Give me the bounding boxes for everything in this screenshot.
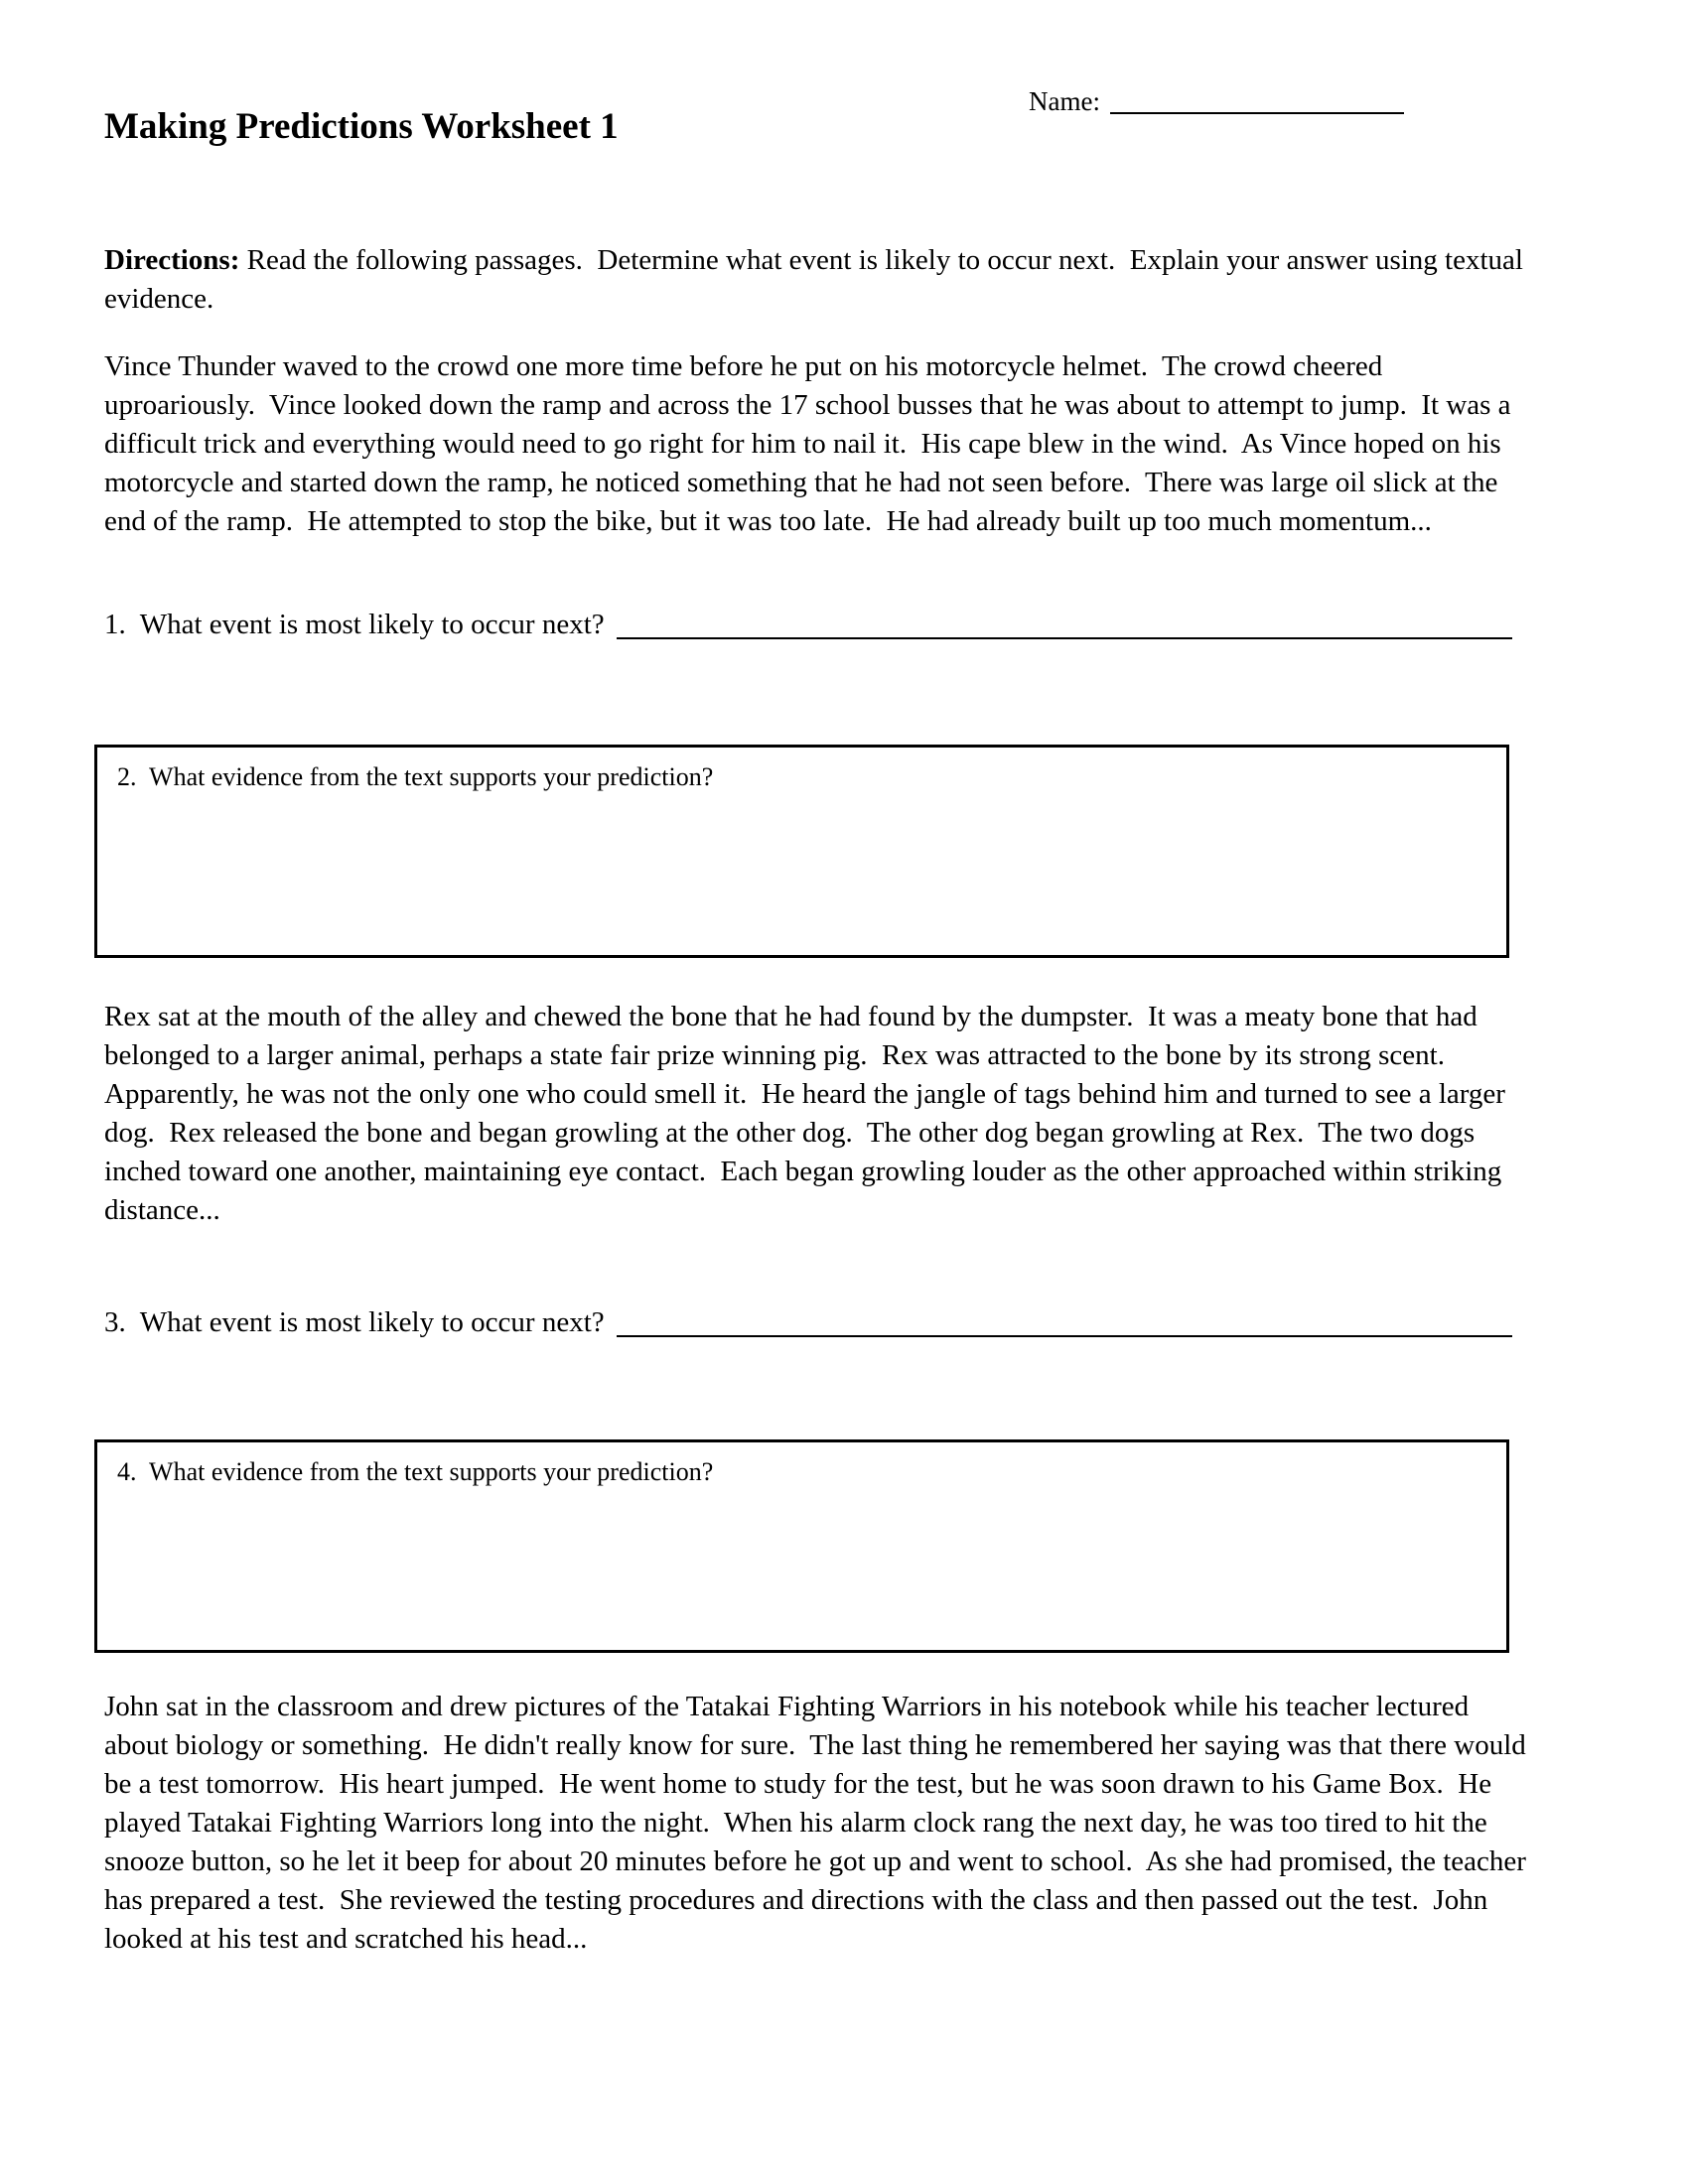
question-1-text: 1. What event is most likely to occur next? bbox=[104, 609, 605, 640]
question-1-row bbox=[104, 606, 1512, 644]
name-field-row bbox=[1029, 85, 1404, 117]
question-2-answer-box[interactable] bbox=[94, 745, 1509, 958]
question-4-answer-box[interactable] bbox=[94, 1439, 1509, 1653]
page-title: Making Predictions Worksheet 1 bbox=[104, 106, 619, 147]
question-3-row bbox=[104, 1303, 1512, 1342]
question-3-text: 3. What event is most likely to occur next? bbox=[104, 1306, 605, 1338]
passage-2: Rex sat at the mouth of the alley and chewed the bone that he had found by the dumpster. It was a meaty bone that had belonged to a larger animal, perhaps a state fair prize winning pig. Rex was attracted to the bone by its strong scent. Apparently, he was not the only one who could smell it. He heard the jangle of tags behind him and turned to see a larger dog. Rex released the bone and began growling at the other dog. The other dog began growling at Rex. The two dogs inched toward one another, maintaining eye contact. Each began growling louder as the other approached within striking distance... bbox=[104, 1001, 1513, 1226]
directions-label: Directions: bbox=[104, 244, 240, 276]
name-blank-line[interactable] bbox=[1110, 85, 1404, 114]
passage-3: John sat in the classroom and drew pictures of the Tatakai Fighting Warriors in his notebook while his teacher lectured about biology or something. He didn't really know for sure. The last thing he remembered her saying was that there would be a test tomorrow. His heart jumped. He went home to study for the test, but he was soon drawn to his Game Box. He played Tatakai Fighting Warriors long into the night. When his alarm clock rang the next day, he was too tired to hit the snooze button, so he let it beep for about 20 minutes before he got up and went to school. As she had promised, the teacher has prepared a test. She reviewed the testing procedures and directions with the class and then passed out the test. John looked at his test and scratched his head... bbox=[104, 1691, 1534, 1955]
question-1-answer-line[interactable] bbox=[617, 606, 1512, 639]
name-label: Name: bbox=[1029, 86, 1100, 116]
directions-text: Read the following passages. Determine what event is likely to occur next. Explain your answer using textual evidence. bbox=[104, 244, 1531, 315]
directions bbox=[104, 241, 1531, 319]
question-4-text: 4. What evidence from the text supports your prediction? bbox=[117, 1457, 714, 1486]
question-3-answer-line[interactable] bbox=[617, 1303, 1512, 1337]
passage-1: Vince Thunder waved to the crowd one more time before he put on his motorcycle helmet. The crowd cheered uproariously. Vince looked down the ramp and across the 17 school busses that he was about to attempt to jump. It was a difficult trick and everything would need to go right for him to nail it. His cape blew in the wind. As Vince hoped on his motorcycle and started down the ramp, he noticed something that he had not seen before. There was large oil slick at the end of the ramp. He attempted to stop the bike, but it was too late. He had already built up too much momentum... bbox=[104, 350, 1518, 537]
question-2-text: 2. What evidence from the text supports your prediction? bbox=[117, 762, 714, 791]
